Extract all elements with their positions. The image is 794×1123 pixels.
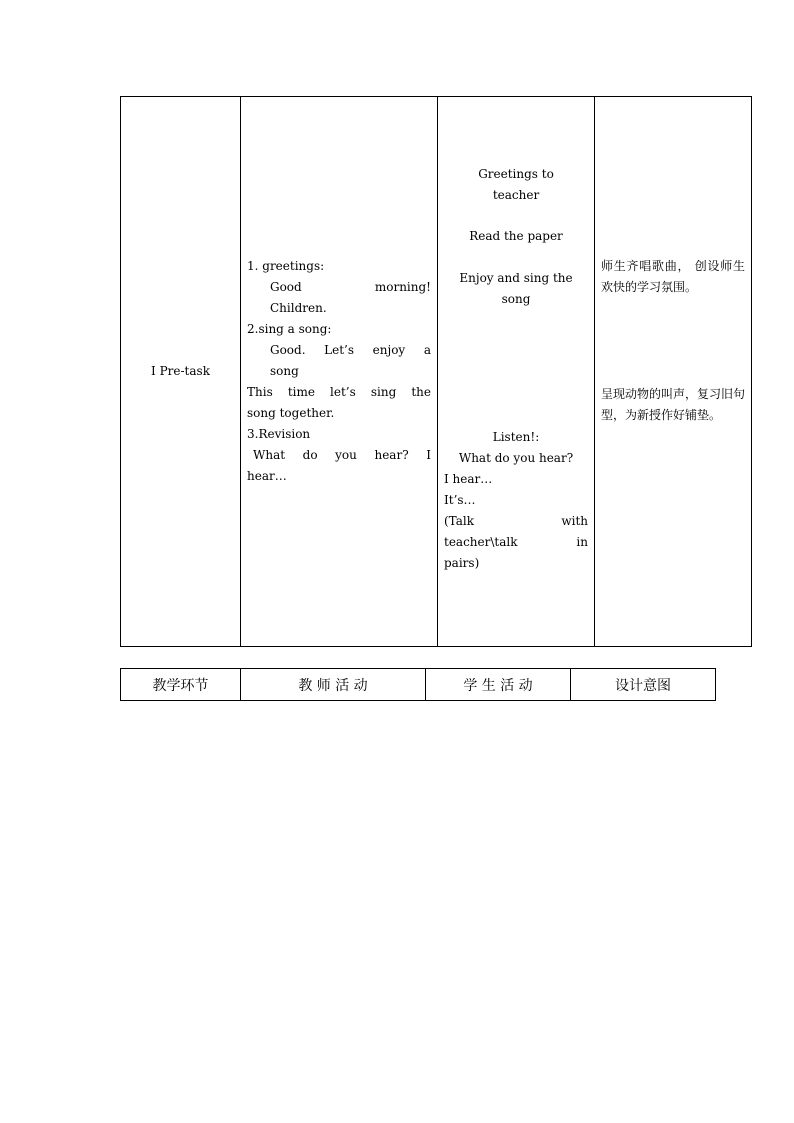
student-line-12: pairs) bbox=[444, 556, 480, 570]
header-design-intent: 设计意图 bbox=[571, 669, 716, 701]
teacher-line-3: Children. bbox=[270, 301, 327, 315]
header-row bbox=[121, 669, 716, 701]
teacher-line-6: song bbox=[270, 364, 299, 378]
teacher-line-11: hear… bbox=[247, 469, 287, 483]
teacher-line-10: What do you hear? I bbox=[253, 448, 431, 462]
student-activity-cell bbox=[438, 97, 595, 647]
design-intent-paragraph-1: 师生齐唱歌曲， 创设师生欢快的学习氛围。 bbox=[601, 259, 745, 294]
header-student-activity: 学 生 活 动 bbox=[426, 669, 571, 701]
design-intent-cell bbox=[595, 97, 752, 647]
table-row bbox=[121, 97, 752, 647]
student-line-10: (Talk with bbox=[444, 514, 588, 528]
teacher-line-4: 2.sing a song: bbox=[247, 322, 332, 336]
header-teacher-activity: 教 师 活 动 bbox=[241, 669, 426, 701]
student-line-1: Greetings to bbox=[478, 167, 554, 181]
stage-cell bbox=[121, 97, 241, 647]
student-line-6: Listen!: bbox=[492, 430, 540, 444]
student-line-3: Read the paper bbox=[469, 229, 563, 243]
student-line-11: teacher\talk in bbox=[444, 535, 588, 549]
lesson-plan-table bbox=[120, 96, 752, 647]
teacher-line-2: Good morning! bbox=[270, 280, 431, 294]
column-header-table bbox=[120, 668, 716, 701]
header-stage: 教学环节 bbox=[121, 669, 241, 701]
teacher-line-9: 3.Revision bbox=[247, 427, 311, 441]
teacher-activity-cell bbox=[241, 97, 438, 647]
student-line-8: I hear… bbox=[444, 472, 493, 486]
student-line-5: song bbox=[501, 292, 531, 306]
stage-label: Ⅰ Pre-task bbox=[151, 364, 210, 378]
student-line-4: Enjoy and sing the bbox=[459, 271, 573, 285]
teacher-line-8: song together. bbox=[247, 406, 335, 420]
teacher-line-7: This time let’s sing the bbox=[247, 385, 431, 399]
design-intent-paragraph-2: 呈现动物的叫声，复习旧句型，为新授作好铺垫。 bbox=[601, 387, 746, 422]
teacher-line-1: 1. greetings: bbox=[247, 259, 325, 273]
student-line-9: It’s… bbox=[444, 493, 476, 507]
student-line-2: teacher bbox=[492, 188, 540, 202]
teacher-line-5: Good. Let’s enjoy a bbox=[270, 343, 431, 357]
teacher-activity-text bbox=[247, 256, 431, 487]
student-line-7: What do you hear? bbox=[458, 451, 574, 465]
